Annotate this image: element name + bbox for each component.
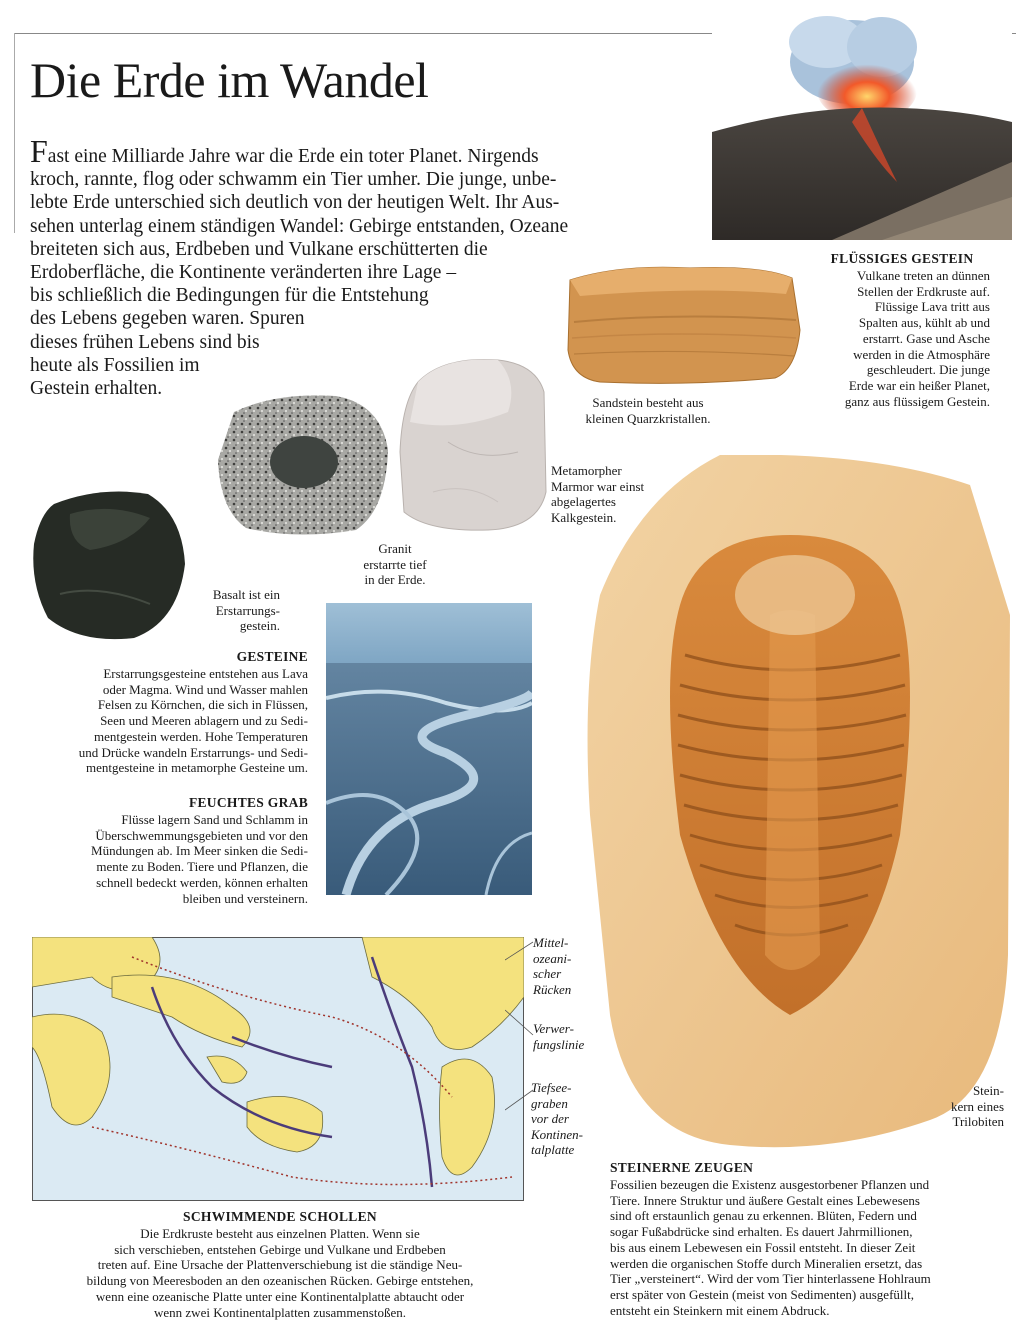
text-line: Fossilien bezeugen die Existenz ausgestorbener Pflanzen und [610, 1177, 930, 1192]
caption-line: gestein. [239, 618, 280, 634]
caption-line: Trilobiten [952, 1114, 1004, 1130]
text-line: und Drücke wandeln Erstarrungs- und Sedi- [78, 744, 308, 760]
text-line: Felsen zu Körnchen, die sich in Flüssen, [97, 697, 308, 713]
text-line: oder Magma. Wind und Wasser mahlen [102, 681, 308, 697]
text-line: Überschwemmungsgebieten und vor den [95, 827, 308, 843]
caption-line: kern eines [950, 1098, 1004, 1114]
text-line: entsteht ein Steinkern mit einem Abdruck. [610, 1302, 830, 1318]
text-line: bildung von Meeresboden an den ozeanischen Rücken. Gebirge entstehen, [86, 1273, 474, 1289]
text-line: Tiere. Innere Struktur und äußere Gestalt eines Lebewesens [610, 1192, 920, 1208]
intro-line: heute als Fossilien im [30, 354, 200, 376]
text-line: ganz aus flüssigem Gestein. [844, 393, 990, 409]
feuchtes-grab-heading: FEUCHTES GRAB [188, 795, 308, 810]
text-line: mentgesteine in metamorphe Gesteine um. [85, 760, 308, 776]
schollen-text [20, 1226, 540, 1320]
tiefsee-label [531, 1080, 583, 1158]
intro-line: des Lebens gegeben waren. Spuren [30, 308, 305, 330]
left-rule [14, 33, 15, 233]
text-line: erstarrt. Gase und Asche [862, 330, 990, 346]
caption-line: Basalt ist ein [212, 587, 280, 602]
granite-photo [216, 390, 391, 540]
caption-line: kleinen Quarzkristallen. [585, 410, 711, 426]
caption-line: Erstarrungs- [215, 602, 280, 618]
map-pointer-lines [505, 940, 531, 1120]
plate-tectonics-map [32, 937, 524, 1201]
text-line: Erde war ein heißer Planet, [848, 377, 990, 393]
intro-line: lebte Erde unterschied sich deutlich von der heutigen Welt. Ihr Aus- [30, 192, 560, 214]
feuchtes-grab-text [30, 812, 308, 906]
text-line: schnell bedeckt werden, können erhalten [96, 874, 308, 890]
verwerfung-label [533, 1021, 584, 1052]
intro-line: kroch, rannte, flog oder schwamm ein Tier umher. Die junge, unbe- [30, 169, 557, 191]
label-line: graben [531, 1095, 568, 1111]
text-line: mentgestein werden. Hohe Temperaturen [94, 728, 308, 744]
sandstein-caption [568, 395, 728, 426]
text-line: Mündungen ab. Im Meer sinken die Sedi- [91, 843, 308, 859]
intro-line: dieses frühen Lebens sind bis [30, 331, 260, 353]
text-line: Erstarrungsgesteine entstehen aus Lava [103, 666, 308, 681]
intro-line: ast eine Milliarde Jahre war die Erde ein toter Planet. Nirgends [47, 146, 539, 167]
intro-line: breiteten sich aus, Erdbeben und Vulkane erschütterten die [30, 238, 488, 260]
steinerne-zeugen-heading: STEINERNE ZEUGEN [610, 1160, 754, 1175]
text-line: sogar Fußabdrücke sind erhalten. Es dauert Jahrmillionen, [610, 1224, 913, 1240]
intro-line: Gestein erhalten. [30, 378, 163, 400]
steinkern-caption [920, 1083, 1004, 1130]
granit-caption [340, 541, 450, 588]
label-line: talplatte [531, 1142, 575, 1158]
text-line: bis aus einem Lebewesen ein Fossil entsteht. In dieser Zeit [610, 1239, 916, 1255]
intro-dropcap: F [30, 133, 48, 169]
label-line: vor der [531, 1111, 569, 1127]
label-line: Rücken [533, 981, 572, 997]
text-line: werden die organischen Stoffe durch Mineralien ersetzt, das [610, 1255, 923, 1271]
fluessiges-gestein-heading: FLÜSSIGES GESTEIN [830, 251, 974, 266]
text-line: Spalten aus, kühlt ab und [858, 315, 990, 331]
caption-line: Metamorpher [551, 463, 622, 478]
sandstone-photo [560, 260, 805, 392]
text-line: mente zu Boden. Tiere und Pflanzen, die [96, 859, 308, 875]
text-line: Tier „versteinert“. Wird der vom Tier hinterlassene Hohlraum [610, 1271, 931, 1287]
basalt-caption [160, 587, 280, 634]
caption-line: in der Erde. [364, 572, 426, 588]
text-line: wenn zwei Kontinentalplatten zusammenstoßen. [154, 1304, 406, 1320]
caption-line: erstarrte tief [363, 556, 427, 572]
text-line: Flüsse lagern Sand und Schlamm in [121, 812, 308, 827]
volcano-photo [712, 12, 1012, 240]
text-line: werden in die Atmosphäre [853, 346, 990, 362]
trilobite-fossil-photo [570, 455, 1015, 1160]
caption-line: Kalkgestein. [551, 509, 617, 525]
text-line: Flüssige Lava tritt aus [874, 299, 990, 315]
river-delta-photo [326, 603, 532, 895]
marble-photo [398, 352, 548, 534]
intro-line: bis schließlich die Bedingungen für die Entstehung [30, 285, 429, 307]
text-line: geschleudert. Die junge [866, 362, 990, 378]
intro-line: Erdoberfläche, die Kontinente veränderten ihre Lage – [30, 262, 457, 284]
gesteine-heading: GESTEINE [236, 649, 308, 664]
label-line: ozeani- [533, 950, 572, 966]
steinerne-zeugen-text [610, 1177, 931, 1318]
text-line: treten auf. Eine Ursache der Plattenverschiebung ist die ständige Neu- [97, 1257, 463, 1273]
intro-line: sehen unterlag einem ständigen Wandel: Gebirge entstanden, Ozeane [30, 215, 569, 237]
text-line: erst später von Gestein (meist von Sedimenten) ausgefüllt, [610, 1286, 914, 1302]
schollen-heading: SCHWIMMENDE SCHOLLEN [183, 1209, 377, 1224]
text-line: wenn eine ozeanische Platte unter eine Kontinentalplatte abtaucht oder [95, 1288, 465, 1304]
caption-line: Marmor war einst [551, 478, 645, 494]
label-line: Tiefsee- [531, 1080, 572, 1095]
page-title: Die Erde im Wandel [30, 52, 429, 108]
caption-line: abgelagertes [551, 494, 616, 510]
label-line: fungslinie [533, 1036, 585, 1052]
text-line: bleiben und versteinern. [182, 890, 308, 906]
text-line: sich verschieben, entstehen Gebirge und Vulkane und Erdbeben [114, 1241, 446, 1257]
text-line: Vulkane treten an dünnen [856, 268, 990, 283]
caption-line: Granit [378, 541, 412, 556]
text-line: sind oft erstaunlich genau zu erkennen. Blüten, Federn und [610, 1208, 917, 1224]
label-line: Mittel- [533, 935, 569, 950]
text-line: Stellen der Erdkruste auf. [857, 283, 990, 299]
gesteine-text [20, 666, 308, 776]
label-line: scher [533, 966, 562, 982]
caption-line: Stein- [972, 1083, 1004, 1098]
caption-line: Sandstein besteht aus [592, 395, 704, 410]
ruecken-label [533, 935, 571, 997]
label-line: Kontinen- [531, 1126, 583, 1142]
text-line: Seen und Meeren ablagern und zu Sedi- [100, 713, 308, 729]
text-line: Die Erdkruste besteht aus einzelnen Platten. Wenn sie [140, 1226, 420, 1241]
label-line: Verwer- [533, 1021, 574, 1036]
